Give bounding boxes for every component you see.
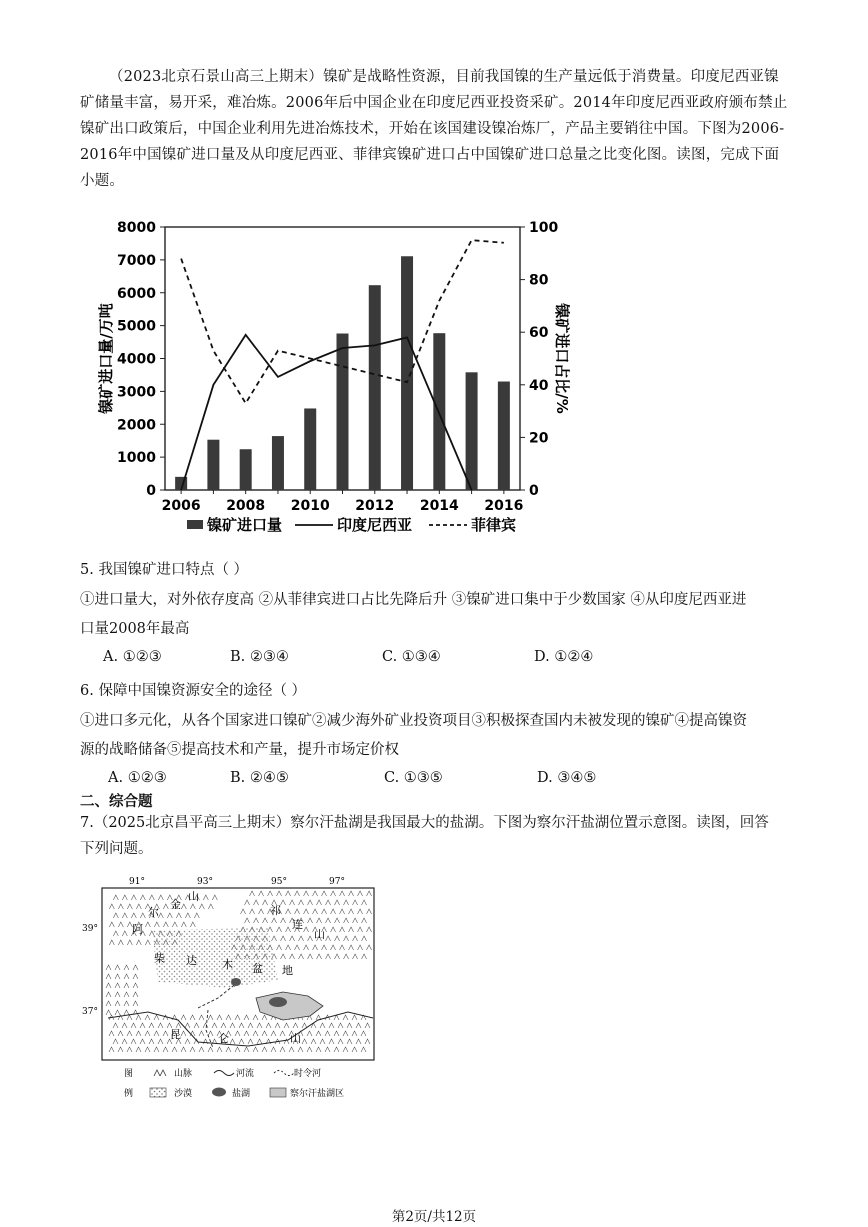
bar-2010: [304, 408, 316, 490]
intro-paragraph: （2023北京石景山高三上期末）镍矿是战略性资源，目前我国镍的生产量远低于消费量。印度尼西亚镍矿储量丰富，易开采，难冶炼。2006年后中国企业在印度尼西亚投资采矿。2014年印度尼西亚政府颁布禁止镍矿出口政策后，中国企业利用先进冶炼技术，开始在该国建设镍冶炼厂，产品主要销往中国。下图为2006-2016年中国镍矿进口量及从印度尼西亚、菲律宾镍矿进口占中国镍矿进口总量之比变化图。读图，完成下面小题。: [80, 69, 788, 189]
y-left-axis-label: 镍矿进口量/万吨: [97, 303, 115, 414]
x-tick-label: 2012: [355, 498, 395, 514]
section-title: 二、综合题: [80, 794, 153, 810]
y-left-tick-label: 7000: [117, 252, 156, 269]
legend-title-li: 例: [124, 1089, 134, 1099]
y-left-tick-label: 2000: [117, 417, 156, 434]
lat-label-39: 39°: [82, 924, 98, 934]
lat-label-37: 37°: [82, 1007, 98, 1017]
legend-river: 河流: [236, 1069, 255, 1079]
legend-philippines-label: 菲律宾: [471, 516, 517, 534]
q6-option-c[interactable]: C. ①③⑤: [384, 770, 443, 786]
y-left-tick-label: 5000: [117, 318, 156, 335]
legend-mountain: 山脉: [174, 1069, 193, 1079]
desert-legend-icon: [150, 1088, 166, 1097]
qarhan-legend-icon: [270, 1088, 286, 1097]
q6-option-b[interactable]: B. ②④⑤: [230, 770, 289, 786]
q7-stem-line1: 7.（2025北京昌平高三上期末）察尔汗盐湖是我国最大的盐湖。下图为察尔汗盐湖位置示意图。读图，回答: [80, 815, 769, 831]
label-qi: 祁: [270, 904, 281, 917]
lon-label-91: 91°: [129, 877, 145, 887]
legend-desert: 沙漠: [174, 1089, 193, 1099]
y-right-tick-label: 40: [529, 377, 549, 394]
label-pen: 盆: [252, 962, 263, 975]
chart-bars: [175, 256, 510, 490]
x-tick-label: 2006: [161, 498, 201, 514]
q6-statement-line1: ①进口多元化，从各个国家进口镍矿②减少海外矿业投资项目③积极探查国内未被发现的镍矿④提高镍资: [80, 713, 747, 729]
legend-indonesia-label: 印度尼西亚: [337, 516, 413, 534]
label-da: 达: [186, 954, 197, 967]
q5-option-a[interactable]: A. ①②③: [103, 649, 162, 665]
legend-salt-lake: 盐湖: [232, 1089, 251, 1099]
q6-option-d[interactable]: D. ③④⑤: [537, 770, 597, 786]
line-indonesia: [181, 335, 471, 490]
y-left-tick-label: 0: [146, 483, 156, 499]
label-a: 阿: [132, 923, 143, 936]
x-tick-label: 2010: [290, 498, 330, 514]
label-shan1: 山: [188, 890, 199, 903]
lon-label-97: 97°: [329, 877, 345, 887]
y-left-tick-label: 1000: [117, 450, 156, 467]
bar-2012: [369, 285, 381, 490]
legend-title-tu: 图: [124, 1069, 134, 1079]
legend-seasonal-river: 时令河: [294, 1069, 322, 1079]
mountain-legend-icon: [154, 1070, 166, 1076]
lon-label-93: 93°: [197, 877, 213, 887]
y-left-tick-label: 8000: [117, 220, 156, 236]
label-er: 尔: [148, 906, 159, 919]
y-left-tick-label: 4000: [117, 351, 156, 368]
x-tick-label: 2016: [484, 498, 524, 514]
y-right-tick-label: 100: [529, 220, 559, 236]
label-shan2: 山: [314, 928, 325, 941]
river-legend-icon: [214, 1071, 234, 1076]
q6-option-a[interactable]: A. ①②③: [108, 770, 167, 786]
q5-option-d[interactable]: D. ①②④: [534, 649, 594, 665]
y-left-tick-label: 6000: [117, 285, 156, 302]
bar-2007: [207, 440, 219, 490]
bar-2015: [466, 372, 478, 490]
chart-legend: [187, 516, 516, 534]
q6-statement-line2: 源的战略储备⑤提高技术和产量，提升市场定价权: [80, 742, 399, 758]
salt-lake-1: [269, 997, 287, 1007]
label-jin: 金: [170, 898, 181, 911]
q5-statement-line1: ①进口量大，对外依存度高 ②从菲律宾进口占比先降后升 ③镍矿进口集中于少数国家 ④从印度尼西亚进: [80, 592, 747, 608]
desert-area: [152, 928, 278, 988]
nickel-import-chart: [95, 212, 571, 542]
y-right-tick-label: 60: [529, 325, 549, 342]
label-lian: 连: [292, 918, 303, 931]
label-mu: 木: [222, 958, 233, 971]
legend-bar-swatch: [187, 520, 203, 529]
lon-label-95: 95°: [271, 877, 287, 887]
label-lun: 仑: [218, 1032, 229, 1045]
label-di: 地: [282, 964, 293, 977]
page-footer: 第2页/共12页: [391, 1209, 477, 1225]
bar-2011: [337, 334, 349, 490]
x-tick-label: 2008: [226, 498, 266, 514]
map-legend: [124, 1067, 344, 1099]
y-right-axis-label: 镍矿进口占比/%: [553, 303, 571, 414]
q5-stem: 5. 我国镍矿进口特点（ ）: [80, 562, 249, 578]
y-right-tick-label: 80: [529, 272, 549, 289]
label-chai: 柴: [154, 952, 165, 965]
q5-statement-line2: 口量2008年最高: [80, 621, 190, 637]
label-shan3: 山: [290, 1032, 301, 1045]
y-right-tick-label: 20: [529, 430, 549, 447]
qarhan-salt-lake-map: [78, 870, 378, 1110]
salt-lake-2: [231, 978, 241, 986]
legend-qarhan: 察尔汗盐湖区: [290, 1089, 345, 1099]
q5-option-b[interactable]: B. ②③④: [230, 649, 289, 665]
seasonal-river-legend-icon: [274, 1071, 294, 1076]
q7-stem-line2: 下列问题。: [80, 841, 153, 857]
bar-2009: [272, 436, 284, 490]
q6-stem: 6. 保障中国镍资源安全的途径（ ）: [80, 683, 307, 699]
bar-2016: [498, 382, 510, 490]
legend-bar-label: 镍矿进口量: [207, 516, 283, 534]
bar-2008: [240, 449, 252, 490]
y-left-tick-label: 3000: [117, 384, 156, 401]
salt-lake-legend-icon: [212, 1088, 226, 1097]
q5-option-c[interactable]: C. ①③④: [382, 649, 441, 665]
y-right-tick-label: 0: [529, 483, 539, 499]
label-kun: 昆: [170, 1028, 181, 1041]
x-tick-label: 2014: [419, 498, 459, 514]
